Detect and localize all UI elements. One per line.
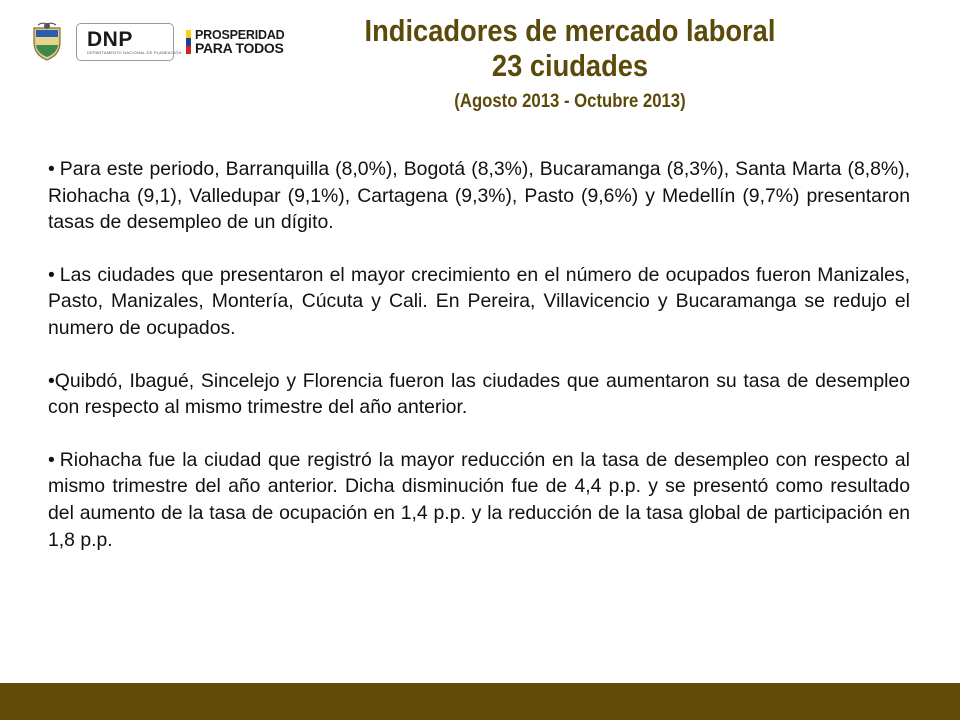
paragraph-text: Riohacha fue la ciudad que registró la mayor reducción en la tasa de desempleo con respecto al mismo trimestre del año anterior. Dicha disminución fue de 4,4 p.p. y se presentó como resultado del aumento de la tasa de ocupación en 1,4 p.p. y la reducción de la tasa global de participación en 1,8 p.p. xyxy=(48,448,910,551)
prosperidad-logo xyxy=(186,29,284,56)
prosperidad-flag-icon xyxy=(186,30,191,54)
paragraph-text: Para este periodo, Barranquilla (8,0%), Bogotá (8,3%), Bucaramanga (8,3%), Santa Marta (8,8%), Riohacha (9,1), Valledupar (9,1%), Cartagena (9,3%), Pasto (9,6%) y Medellín (9,7%) presentaron tasas de desempleo de un dígito. xyxy=(48,158,910,234)
bullet-paragraph-3 xyxy=(48,368,910,421)
slide-subtitle: (Agosto 2013 - Octubre 2013) xyxy=(454,91,686,112)
paragraph-text: Quibdó, Ibagué, Sincelejo y Florencia fueron las ciudades que aumentaron su tasa de desempleo con respecto al mismo trimestre del año anterior. xyxy=(48,369,910,419)
bullet-marker: • xyxy=(48,158,55,180)
prosperidad-line1: PROSPERIDAD xyxy=(195,27,285,42)
bullet-paragraph-4 xyxy=(48,447,910,553)
dnp-logo-subtext: DEPARTAMENTO NACIONAL DE PLANEACIÓN xyxy=(87,50,182,55)
logo-strip xyxy=(30,20,284,64)
dnp-logo-text: DNP xyxy=(87,28,133,51)
bullet-marker: • xyxy=(48,263,55,286)
bullet-marker: • xyxy=(48,448,55,471)
slide-title-line2: 23 ciudades xyxy=(491,48,649,83)
dnp-logo xyxy=(76,23,182,61)
content-body xyxy=(48,156,910,579)
slide-title: Indicadores de mercado laboral xyxy=(364,13,776,48)
bullet-marker: • xyxy=(48,369,55,392)
colombia-coat-of-arms-icon xyxy=(30,22,64,62)
footer-band xyxy=(0,683,960,720)
bullet-paragraph-1 xyxy=(48,156,910,236)
paragraph-text: Las ciudades que presentaron el mayor crecimiento en el número de ocupados fueron Manizales, Pasto, Manizales, Montería, Cúcuta y Cali. En Pereira, Villavicencio y Bucaramanga se redujo el numero de ocupados. xyxy=(48,263,910,339)
bullet-paragraph-2 xyxy=(48,262,910,342)
prosperidad-line2: PARA TODOS xyxy=(195,40,284,57)
